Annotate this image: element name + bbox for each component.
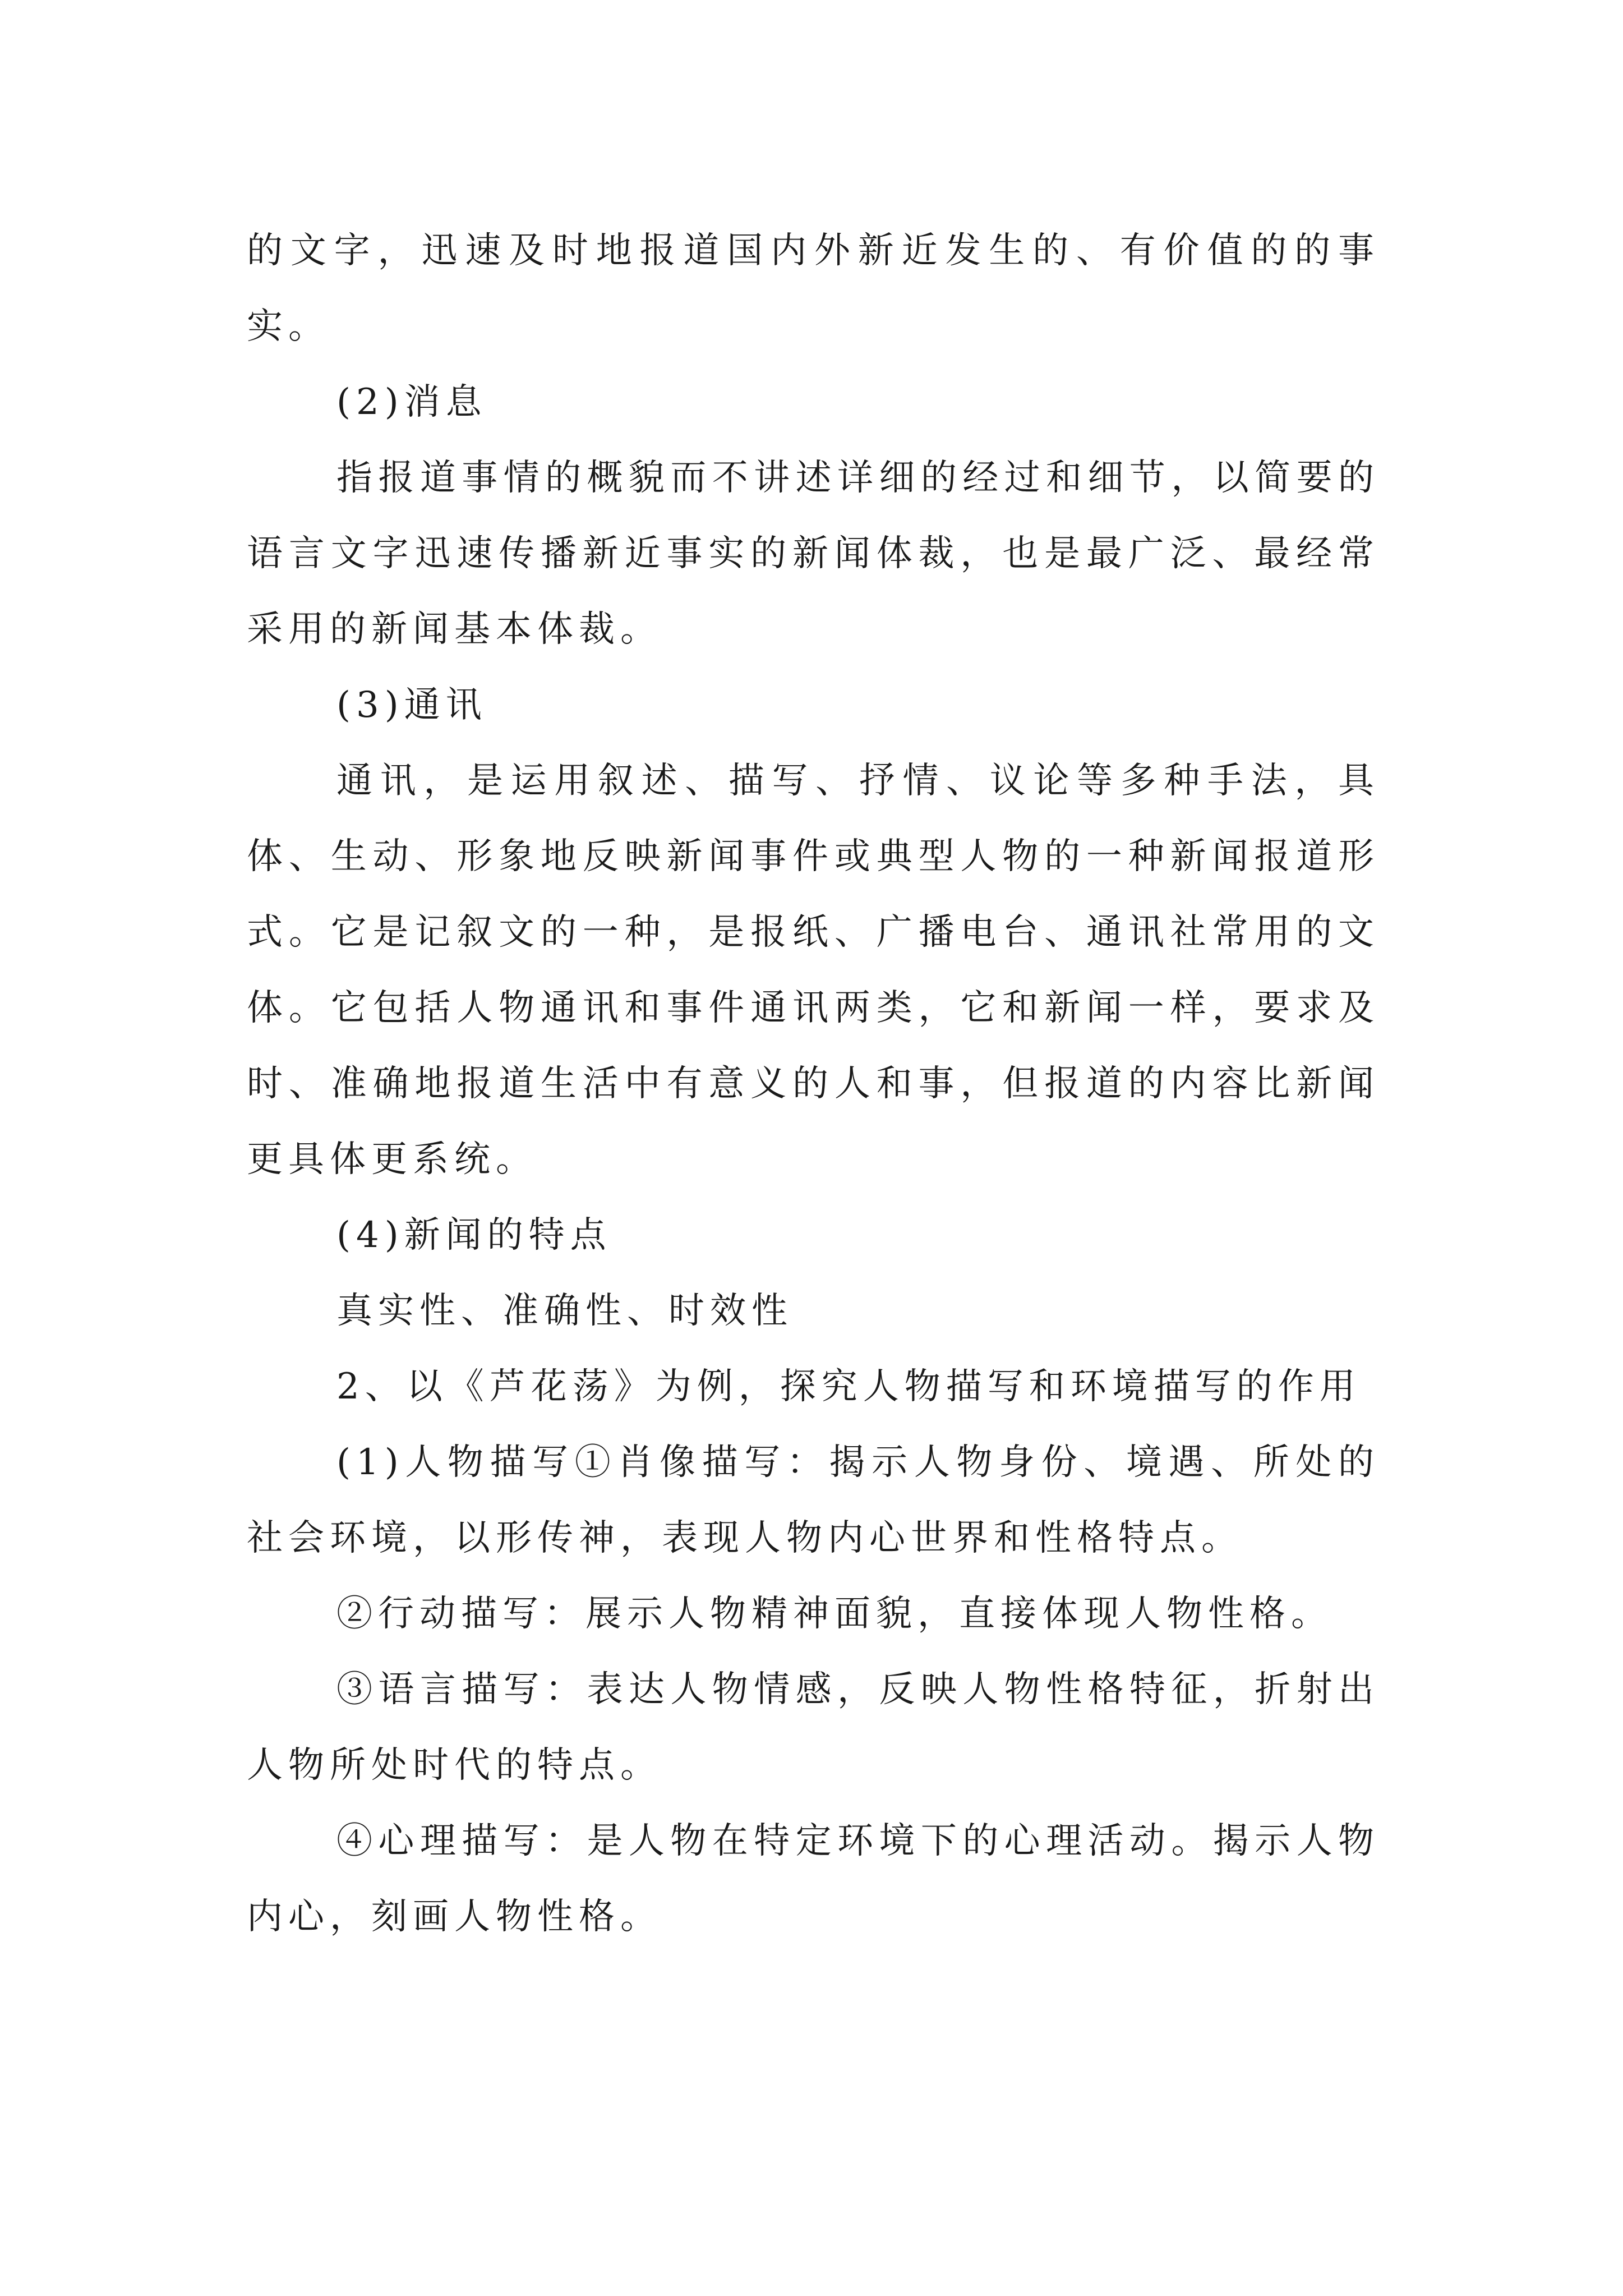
paragraph-news-definition-end: 的文字，迅速及时地报道国内外新近发生的、有价值的的事实。 [247,230,1380,347]
paragraph-tongxun: 通讯，是运用叙述、描写、抒情、议论等多种手法，具体、生动、形象地反映新闻事件或典型人物的一种新闻报道形式。它是记叙文的一种，是报纸、广播电台、通讯社常用的文体。它包括人物通讯和事件通讯两类，它和新闻一样，要求及时、准确地报道生活中有意义的人和事，但报道的内容比新闻更具体更系统。 [247,760,1380,1180]
heading-luhuadang: 2、以《芦花荡》为例，探究人物描写和环境描写的作用 [336,1366,1361,1407]
paragraph-portrait-description: (1)人物描写①肖像描写：揭示人物身份、境遇、所处的社会环境，以形传神，表现人物内心世界和性格特点。 [247,1442,1380,1559]
paragraph-xiaoxi: 指报道事情的概貌而不讲述详细的经过和细节，以简要的语言文字迅速传播新近事实的新闻体裁，也是最广泛、最经常采用的新闻基本体裁。 [247,457,1380,650]
paragraph-action-description: ②行动描写：展示人物精神面貌，直接体现人物性格。 [336,1593,1332,1635]
document-body [247,213,1380,1955]
heading-tongxun: (3)通讯 [336,684,487,726]
heading-news-features: (4)新闻的特点 [336,1214,612,1256]
heading-xiaoxi: (2)消息 [336,381,487,423]
paragraph-language-description: ③语言描写：表达人物情感，反映人物性格特征，折射出人物所处时代的特点。 [247,1669,1380,1786]
paragraph-news-features: 真实性、准确性、时效性 [336,1290,793,1332]
paragraph-psychology-description: ④心理描写：是人物在特定环境下的心理活动。揭示人物内心，刻画人物性格。 [247,1820,1380,1938]
